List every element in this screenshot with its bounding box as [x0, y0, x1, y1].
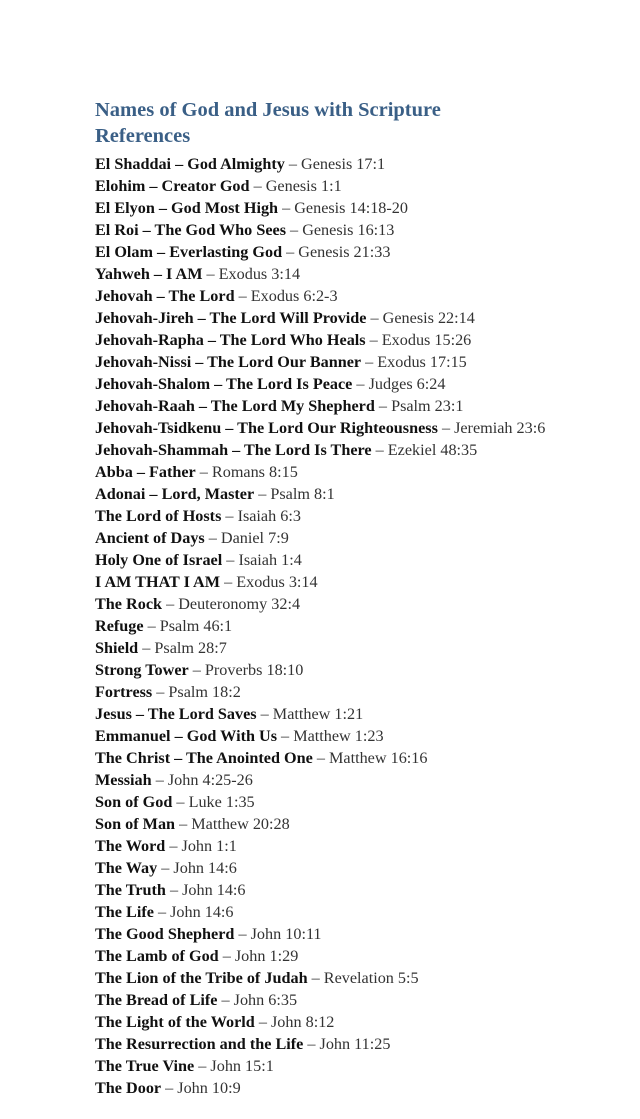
scripture-reference: – Matthew 16:16	[312, 749, 428, 767]
scripture-reference: – John 14:6	[153, 903, 234, 921]
list-item	[95, 637, 615, 659]
list-item	[95, 153, 615, 175]
list-item	[95, 505, 615, 527]
name-of-god: The Light of the World	[95, 1013, 255, 1031]
list-item	[95, 329, 615, 351]
list-item	[95, 351, 615, 373]
list-item	[95, 967, 615, 989]
name-of-god: Son of God	[95, 793, 173, 811]
list-item	[95, 549, 615, 571]
scripture-reference: – Genesis 21:33	[282, 243, 391, 261]
scripture-reference: – John 15:1	[194, 1057, 274, 1075]
list-item	[95, 615, 615, 637]
scripture-reference: – Genesis 16:13	[286, 221, 395, 239]
scripture-reference: – Psalm 18:2	[152, 683, 241, 701]
name-of-god: Jehovah-Tsidkenu – The Lord Our Righteousness	[95, 419, 438, 437]
scripture-reference: – Psalm 8:1	[254, 485, 335, 503]
scripture-reference: – Jeremiah 23:6	[437, 419, 546, 437]
scripture-reference: – Genesis 1:1	[249, 177, 342, 195]
name-of-god: The Good Shepherd	[95, 925, 235, 943]
list-item	[95, 791, 615, 813]
scripture-reference: – Psalm 46:1	[143, 617, 233, 635]
scripture-reference: – Genesis 17:1	[284, 155, 386, 173]
list-item	[95, 373, 615, 395]
name-of-god: Yahweh – I AM	[95, 265, 203, 283]
list-item	[95, 725, 615, 747]
list-item	[95, 945, 615, 967]
list-item	[95, 483, 615, 505]
name-of-god: The Word	[95, 837, 166, 855]
name-of-god: Jehovah – The Lord	[95, 287, 235, 305]
list-item	[95, 263, 615, 285]
list-item	[95, 901, 615, 923]
scripture-reference: – John 10:11	[234, 925, 322, 943]
list-item	[95, 527, 615, 549]
scripture-reference: – Ezekiel 48:35	[371, 441, 478, 459]
name-of-god: El Shaddai – God Almighty	[95, 155, 285, 173]
scripture-reference: – Exodus 3:14	[202, 265, 301, 283]
name-of-god: The Lion of the Tribe of Judah	[95, 969, 308, 987]
scripture-reference: – John 14:6	[157, 859, 237, 877]
scripture-reference: – Exodus 3:14	[220, 573, 318, 591]
name-of-god: Jehovah-Jireh – The Lord Will Provide	[95, 309, 367, 327]
scripture-reference: – John 8:12	[254, 1013, 335, 1031]
list-item	[95, 813, 615, 835]
list-item	[95, 923, 615, 945]
document-page	[95, 97, 615, 1099]
name-of-god: Jehovah-Shalom – The Lord Is Peace	[95, 375, 353, 393]
name-of-god: Strong Tower	[95, 661, 189, 679]
list-item	[95, 659, 615, 681]
name-of-god: El Roi – The God Who Sees	[95, 221, 286, 239]
list-item	[95, 219, 615, 241]
name-of-god: Messiah	[95, 771, 152, 789]
name-of-god: Jehovah-Raah – The Lord My Shepherd	[95, 397, 375, 415]
list-item	[95, 835, 615, 857]
scripture-reference: – John 1:29	[218, 947, 299, 965]
list-item	[95, 989, 615, 1011]
name-of-god: The Lamb of God	[95, 947, 219, 965]
scripture-reference: – John 1:1	[165, 837, 237, 855]
list-item	[95, 395, 615, 417]
scripture-reference: – Exodus 15:26	[365, 331, 472, 349]
list-item	[95, 857, 615, 879]
list-item	[95, 417, 615, 439]
list-item	[95, 1077, 615, 1099]
scripture-reference: – Psalm 28:7	[138, 639, 227, 657]
list-item	[95, 571, 615, 593]
list-item	[95, 681, 615, 703]
name-of-god: Fortress	[95, 683, 153, 701]
scripture-reference: – Daniel 7:9	[204, 529, 289, 547]
list-item	[95, 1055, 615, 1077]
name-of-god: I AM THAT I AM	[95, 573, 221, 591]
name-of-god: Emmanuel – God With Us	[95, 727, 277, 745]
scripture-reference: – Judges 6:24	[352, 375, 446, 393]
name-of-god: The Rock	[95, 595, 163, 613]
name-of-god: Jesus – The Lord Saves	[95, 705, 257, 723]
list-item	[95, 461, 615, 483]
list-item	[95, 747, 615, 769]
scripture-reference: – Psalm 23:1	[374, 397, 464, 415]
list-item	[95, 197, 615, 219]
scripture-reference: – John 11:25	[303, 1035, 391, 1053]
list-item	[95, 241, 615, 263]
scripture-reference: – Romans 8:15	[195, 463, 298, 481]
name-of-god: The Life	[95, 903, 154, 921]
name-of-god: Jehovah-Rapha – The Lord Who Heals	[95, 331, 366, 349]
list-item	[95, 703, 615, 725]
list-item	[95, 175, 615, 197]
scripture-reference: – Exodus 6:2-3	[234, 287, 338, 305]
name-of-god: The Christ – The Anointed One	[95, 749, 313, 767]
scripture-reference: – Deuteronomy 32:4	[162, 595, 301, 613]
scripture-reference: – Matthew 1:21	[256, 705, 364, 723]
scripture-reference: – Matthew 1:23	[277, 727, 384, 745]
name-of-god: El Olam – Everlasting God	[95, 243, 283, 261]
scripture-reference: – John 10:9	[161, 1079, 241, 1097]
name-of-god: Refuge	[95, 617, 144, 635]
scripture-reference: – Genesis 14:18-20	[278, 199, 408, 217]
name-of-god: The Truth	[95, 881, 166, 899]
name-of-god: Son of Man	[95, 815, 176, 833]
name-of-god: Holy One of Israel	[95, 551, 223, 569]
list-item	[95, 1011, 615, 1033]
list-item	[95, 769, 615, 791]
list-item	[95, 307, 615, 329]
name-of-god: Adonai – Lord, Master	[95, 485, 255, 503]
name-of-god: El Elyon – God Most High	[95, 199, 279, 217]
name-of-god: The Bread of Life	[95, 991, 218, 1009]
scripture-reference: – Isaiah 6:3	[221, 507, 301, 525]
scripture-reference: – Luke 1:35	[172, 793, 255, 811]
scripture-reference: – Proverbs 18:10	[188, 661, 304, 679]
scripture-reference: – Revelation 5:5	[307, 969, 419, 987]
list-item	[95, 1033, 615, 1055]
page-title: Names of God and Jesus with Scripture References	[95, 99, 441, 147]
name-of-god: Shield	[95, 639, 139, 657]
scripture-reference: – Isaiah 1:4	[222, 551, 302, 569]
name-of-god: Elohim – Creator God	[95, 177, 250, 195]
name-of-god: The Door	[95, 1079, 162, 1097]
scripture-reference: – John 6:35	[217, 991, 298, 1009]
list-item	[95, 593, 615, 615]
list-item	[95, 879, 615, 901]
name-of-god: Jehovah-Shammah – The Lord Is There	[95, 441, 372, 459]
name-of-god: The Resurrection and the Life	[95, 1035, 304, 1053]
name-of-god: Abba – Father	[95, 463, 196, 481]
name-of-god: Ancient of Days	[95, 529, 205, 547]
name-of-god: The Way	[95, 859, 158, 877]
name-of-god: Jehovah-Nissi – The Lord Our Banner	[95, 353, 362, 371]
list-item	[95, 439, 615, 461]
scripture-reference: – Genesis 22:14	[366, 309, 475, 327]
names-list	[95, 153, 615, 1099]
list-item	[95, 285, 615, 307]
scripture-reference: – John 4:25-26	[151, 771, 253, 789]
name-of-god: The True Vine	[95, 1057, 195, 1075]
scripture-reference: – Matthew 20:28	[175, 815, 290, 833]
scripture-reference: – John 14:6	[165, 881, 246, 899]
name-of-god: The Lord of Hosts	[95, 507, 222, 525]
scripture-reference: – Exodus 17:15	[361, 353, 467, 371]
